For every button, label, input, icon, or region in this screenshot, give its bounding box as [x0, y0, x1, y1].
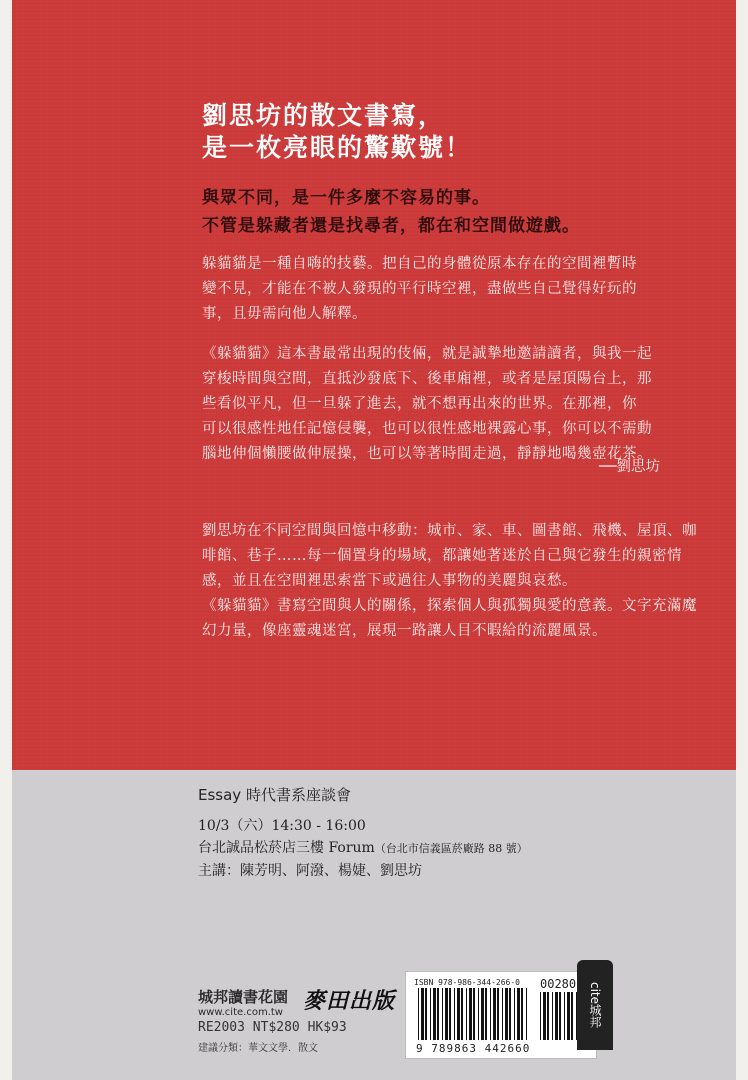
imprint-logo: cite城邦: [577, 960, 613, 1050]
price-line: RE2003 NT$280 HK$93: [198, 1020, 347, 1035]
book-back-cover: [12, 0, 736, 1080]
paragraph-line: 感，並且在空間裡思索當下或過往人事物的美麗與哀愁。: [202, 573, 577, 589]
event-section: [198, 784, 528, 882]
barcode: [405, 971, 597, 1059]
paragraph-line: 啡館、巷子……每一個置身的場域，都讓她著迷於自己與它發生的親密情: [202, 548, 682, 564]
publisher-logo: [303, 984, 401, 1018]
paragraph-line: 《躲貓貓》這本書最常出現的伎倆，就是誠摯地邀請讀者，與我一起: [202, 346, 652, 362]
paragraph-line: 躲貓貓是一種自嗨的技藝。把自己的身體從原本存在的空間裡暫時: [202, 256, 637, 272]
paragraph-line: 穿梭時間與空間，直抵沙發底下、後車廂裡，或者是屋頂陽台上，那: [202, 371, 652, 387]
paragraph-line: 變不見，才能在不被人發現的平行時空裡，盡做些自己覺得好玩的: [202, 281, 637, 297]
event-speakers: 主講：陳芳明、阿潑、楊婕、劉思坊: [198, 863, 422, 879]
paragraph-line: 可以很感性地任記憶侵襲，也可以很性感地裸露心事，你可以不需動: [202, 421, 652, 437]
headline-line-1: 劉思坊的散文書寫，: [202, 101, 446, 130]
paragraph-line: 劉思坊在不同空間與回憶中移動：城市、家、車、圖書館、飛機、屋頂、咖: [202, 523, 697, 539]
paragraph-line: 腦地伸個懶腰做伸展操，也可以等著時間走過，靜靜地喝幾壺花茶。: [202, 446, 652, 462]
summary-paragraph: [202, 519, 716, 644]
author-signature: ──劉思坊: [599, 459, 660, 475]
category-line: 建議分類：華文文學．散文: [198, 1043, 318, 1054]
subhead-line-1: 與眾不同，是一件多麼不容易的事。: [202, 188, 490, 208]
paragraph-line: 事，且毋需向他人解釋。: [202, 306, 367, 322]
publisher-url: www.cite.com.tw: [198, 1007, 283, 1018]
event-venue: 台北誠品松菸店三樓 Forum: [198, 840, 375, 856]
event-address: （台北市信義區菸廠路 88 號）: [374, 842, 528, 855]
ean-number: 9 789863 442660: [416, 1042, 531, 1055]
publisher-block: [198, 986, 288, 1018]
author-quote-paragraph: [202, 342, 716, 467]
headline-line-2: 是一枚亮眼的驚歎號！: [202, 133, 473, 162]
event-title: Essay 時代書系座談會: [198, 786, 351, 804]
event-datetime: 10/3（六）14:30 - 16:00: [198, 818, 366, 834]
paragraph-line: 幻力量，像座靈魂迷宮，展現一路讓人目不暇給的流麗風景。: [202, 623, 607, 639]
price-code: 00280: [540, 977, 577, 991]
paragraph-line: 些看似平凡，但一旦躲了進去，就不想再出來的世界。在那裡，你: [202, 396, 637, 412]
paragraph-line: 《躲貓貓》書寫空間與人的關係，探索個人與孤獨與愛的意義。文字充滿魔: [202, 598, 697, 614]
intro-paragraph: [202, 252, 716, 327]
isbn-text: ISBN 978-986-344-266-0: [414, 978, 520, 987]
publisher-name: 城邦讀書花園: [198, 988, 289, 1006]
red-panel: [12, 0, 736, 770]
subhead-line-2: 不管是躲藏者還是找尋者，都在和空間做遊戲。: [202, 216, 580, 236]
event-venue-line: [198, 837, 528, 860]
publisher-logo-text: 麥田出版: [303, 988, 396, 1014]
